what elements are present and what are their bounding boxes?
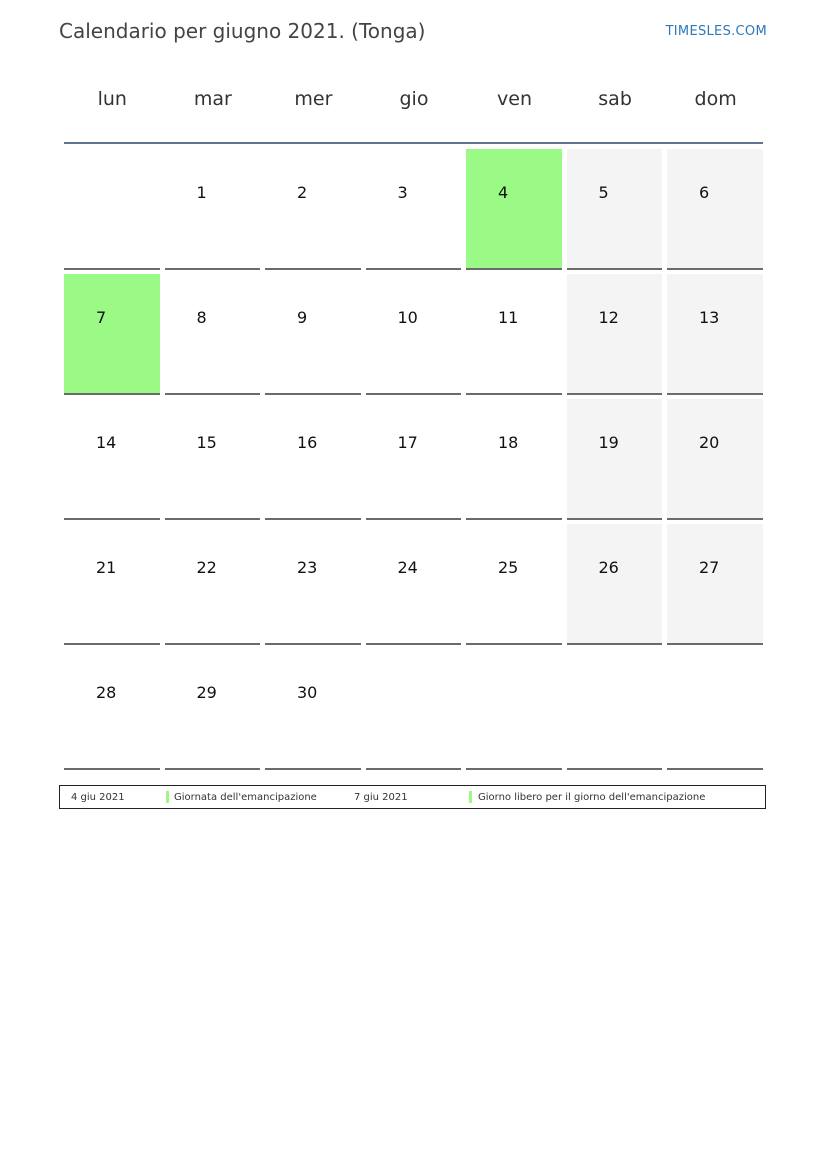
day-cell	[165, 149, 261, 270]
day-cell	[265, 649, 361, 770]
weekday-label: sab	[598, 88, 632, 110]
weekend-day-cell	[567, 274, 663, 395]
day-cell	[366, 399, 462, 520]
legend-holiday-name: Giornata dell'emancipazione	[174, 792, 317, 803]
day-number: 30	[297, 683, 318, 702]
day-number: 28	[96, 683, 117, 702]
day-number: 8	[196, 308, 207, 327]
weekday-label: mer	[294, 88, 333, 110]
legend-date: 4 giu 2021	[71, 792, 125, 803]
legend-color-marker	[166, 791, 169, 803]
day-cell	[466, 524, 562, 645]
weekend-day-cell	[567, 399, 663, 520]
day-number: 14	[96, 433, 117, 452]
day-number: 11	[498, 308, 519, 327]
day-cell	[265, 399, 361, 520]
day-cell	[165, 399, 261, 520]
day-cell	[265, 524, 361, 645]
day-number: 23	[297, 558, 318, 577]
day-cell	[165, 649, 261, 770]
day-cell	[64, 649, 160, 770]
day-cell	[165, 274, 261, 395]
day-cell	[366, 274, 462, 395]
day-number: 2	[297, 183, 308, 202]
day-number: 7	[96, 308, 107, 327]
day-number: 21	[96, 558, 117, 577]
weekday-label: ven	[497, 88, 533, 110]
empty-day-cell	[667, 649, 763, 770]
day-cell	[64, 524, 160, 645]
holiday-legend	[59, 785, 766, 809]
day-number: 16	[297, 433, 318, 452]
day-number: 27	[699, 558, 720, 577]
weekday-label: gio	[399, 88, 429, 110]
calendar-week	[64, 649, 763, 770]
header-divider	[64, 142, 763, 144]
calendar-week	[64, 524, 763, 645]
day-number: 4	[498, 183, 509, 202]
day-number: 26	[598, 558, 619, 577]
day-number: 29	[196, 683, 217, 702]
calendar-week	[64, 399, 763, 520]
weekend-day-cell	[667, 149, 763, 270]
day-cell	[466, 274, 562, 395]
day-number: 12	[598, 308, 619, 327]
day-number: 10	[397, 308, 418, 327]
day-number: 3	[397, 183, 408, 202]
weekday-label: lun	[97, 88, 127, 110]
day-number: 15	[196, 433, 217, 452]
day-cell	[366, 149, 462, 270]
day-cell	[64, 149, 160, 270]
weekend-day-cell	[667, 399, 763, 520]
day-number: 13	[699, 308, 720, 327]
weekend-day-cell	[667, 274, 763, 395]
brand-link[interactable]: TIMESLES.COM	[665, 24, 767, 39]
page-title: Calendario per giugno 2021. (Tonga)	[59, 19, 426, 43]
day-number: 25	[498, 558, 519, 577]
day-number: 24	[397, 558, 418, 577]
day-number: 19	[598, 433, 619, 452]
empty-day-cell	[567, 649, 663, 770]
legend-date: 7 giu 2021	[354, 792, 408, 803]
empty-day-cell	[366, 649, 462, 770]
day-number: 20	[699, 433, 720, 452]
day-number: 6	[699, 183, 710, 202]
weekday-label: dom	[694, 88, 737, 110]
legend-color-marker	[469, 791, 472, 803]
holiday-day-cell	[466, 149, 562, 270]
weekend-day-cell	[567, 149, 663, 270]
weekend-day-cell	[567, 524, 663, 645]
day-cell	[265, 274, 361, 395]
weekday-header	[62, 88, 766, 110]
day-number: 1	[196, 183, 207, 202]
day-number: 9	[297, 308, 308, 327]
day-cell	[466, 399, 562, 520]
legend-holiday-name: Giorno libero per il giorno dell'emancipazione	[478, 792, 706, 803]
day-cell	[366, 524, 462, 645]
weekend-day-cell	[667, 524, 763, 645]
calendar-grid	[64, 149, 763, 774]
day-cell	[64, 399, 160, 520]
holiday-day-cell	[64, 274, 160, 395]
calendar-week	[64, 274, 763, 395]
day-cell	[265, 149, 361, 270]
weekday-label: mar	[193, 88, 232, 110]
day-number: 22	[196, 558, 217, 577]
day-number: 5	[598, 183, 609, 202]
empty-day-cell	[466, 649, 562, 770]
calendar-week	[64, 149, 763, 270]
day-number: 17	[397, 433, 418, 452]
day-number: 18	[498, 433, 519, 452]
day-cell	[165, 524, 261, 645]
